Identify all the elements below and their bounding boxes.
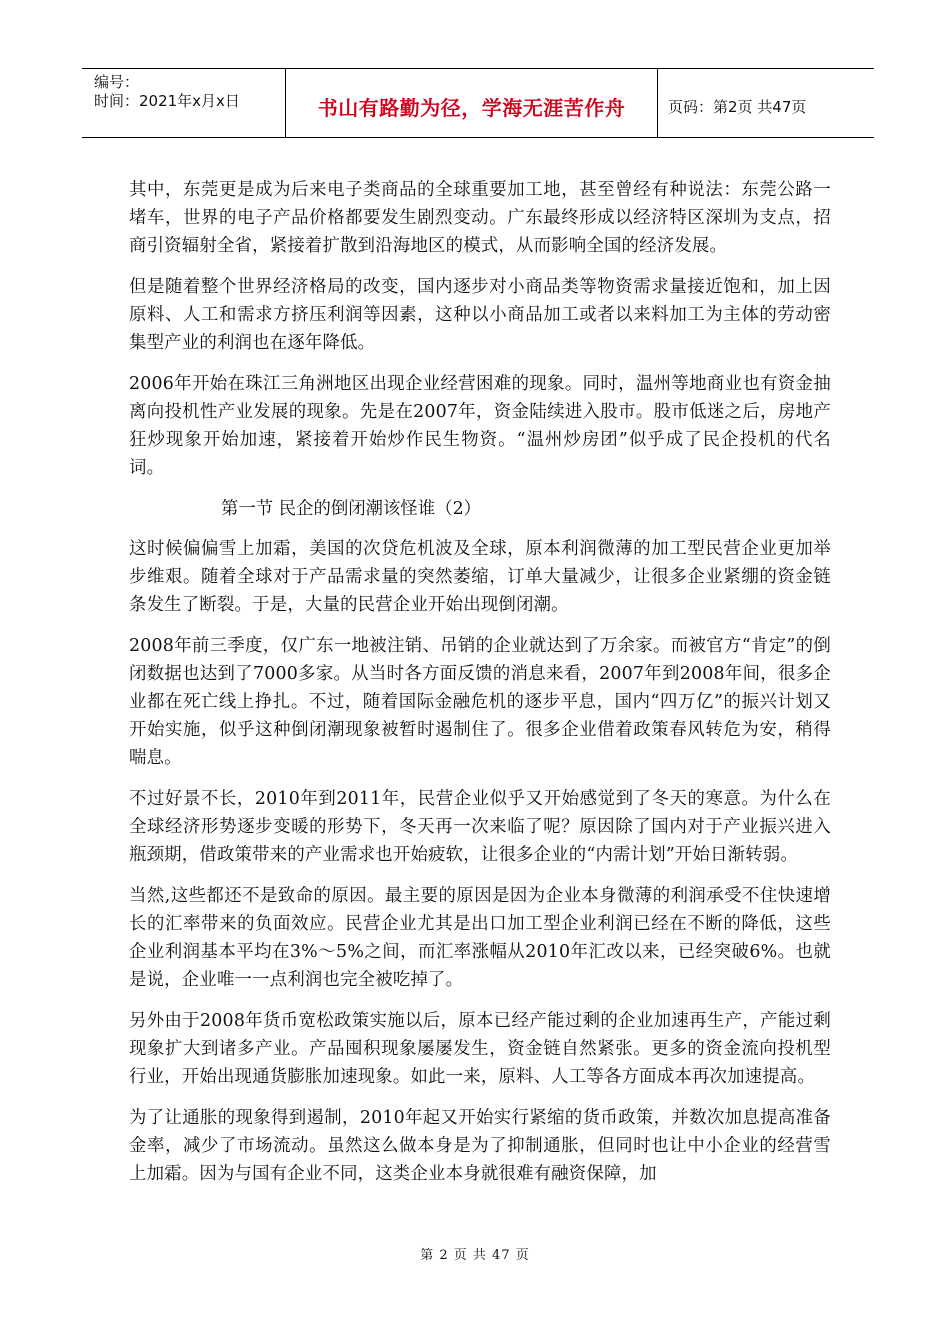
header-page-indicator: 页码：第2页 共47页 (668, 97, 807, 116)
paragraph: 这时候偏偏雪上加霜，美国的次贷危机波及全球，原本利润微薄的加工型民营企业更加举步维艰。随着全球对于产品需求量的突然萎缩，订单大量减少，让很多企业紧绷的资金链条发生了断裂。于是，大量的民营企业开始出现倒闭潮。 (129, 539, 831, 615)
page-footer: 第 2 页 共 47 页 (420, 1248, 530, 1263)
paragraph: 2008年前三季度，仅广东一地被注销、吊销的企业就达到了万余家。而被官方“肯定”的倒闭数据也达到了7000多家。从当时各方面反馈的消息来看，2007年到2008年间，很多企业都在死亡线上挣扎。不过，随着国际金融危机的逐步平息，国内“四万亿”的振兴计划又开始实施，似乎这种倒闭潮现象被暂时遏制住了。很多企业借着政策春风转危为安，稍得喘息。 (129, 636, 831, 768)
paragraph: 2006年开始在珠江三角洲地区出现企业经营困难的现象。同时，温州等地商业也有资金抽离向投机性产业发展的现象。先是在2007年，资金陆续进入股市。股市低迷之后，房地产狂炒现象开始加速，紧接着开始炒作民生物资。“温州炒房团”似乎成了民企投机的代名词。 (129, 374, 831, 478)
header-motto: 书山有路勤为径，学海无涯苦作舟 (286, 69, 658, 137)
paragraph: 为了让通胀的现象得到遏制，2010年起又开始实行紧缩的货币政策，并数次加息提高准备金率，减少了市场流动。虽然这么做本身是为了抑制通胀，但同时也让中小企业的经营雪上加霜。因为与国有企业不同，这类企业本身就很难有融资保障，加 (129, 1108, 831, 1184)
document-body (129, 176, 831, 1201)
paragraph: 不过好景不长，2010年到2011年，民营企业似乎又开始感觉到了冬天的寒意。为什么在全球经济形势逐步变暖的形势下，冬天再一次来临了呢？原因除了国内对于产业振兴进入瓶颈期，借政策带来的产业需求也开始疲软，让很多企业的“内需计划”开始日渐转弱。 (129, 789, 831, 865)
paragraph: 当然,这些都还不是致命的原因。最主要的原因是因为企业本身微薄的利润承受不住快速增长的汇率带来的负面效应。民营企业尤其是出口加工型企业利润已经在不断的降低，这些企业利润基本平均在3%～5%之间，而汇率涨幅从2010年汇改以来，已经突破6%。也就是说，企业唯一一点利润也完全被吃掉了。 (129, 886, 831, 990)
header-meta-cell (82, 69, 286, 137)
document-number-label: 编号： (94, 73, 140, 91)
document-time-label: 时间：2021年x月x日 (94, 92, 240, 110)
section-heading: 第一节 民企的倒闭潮该怪谁（2） (221, 499, 482, 519)
paragraph: 但是随着整个世界经济格局的改变，国内逐步对小商品类等物资需求量接近饱和，加上因原料、人工和需求方挤压利润等因素，这种以小商品加工或者以来料加工为主体的劳动密集型产业的利润也在逐年降低。 (129, 277, 831, 353)
page-header (82, 68, 874, 138)
paragraph: 另外由于2008年货币宽松政策实施以后，原本已经产能过剩的企业加速再生产，产能过剩现象扩大到诸多产业。产品囤积现象屡屡发生，资金链自然紧张。更多的资金流向投机型行业，开始出现通货膨胀加速现象。如此一来，原料、人工等各方面成本再次加速提高。 (129, 1011, 831, 1087)
paragraph: 其中，东莞更是成为后来电子类商品的全球重要加工地，甚至曾经有种说法：东莞公路一堵车，世界的电子产品价格都要发生剧烈变动。广东最终形成以经济特区深圳为支点，招商引资辐射全省，紧接着扩散到沿海地区的模式，从而影响全国的经济发展。 (129, 180, 831, 256)
